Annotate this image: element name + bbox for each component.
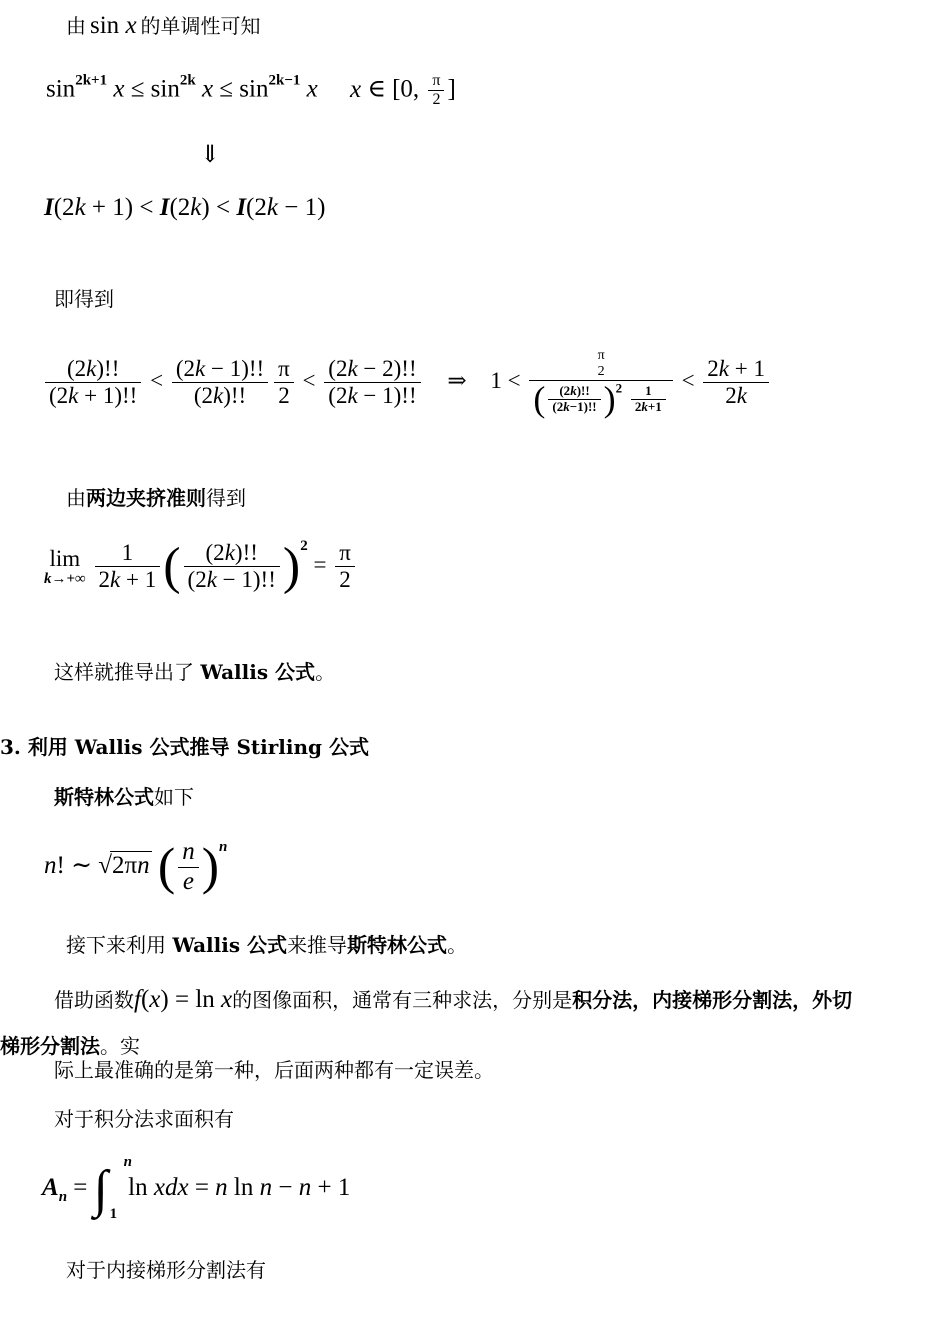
para-monotonicity bbox=[66, 14, 261, 38]
para-area-post: 。实 bbox=[100, 1034, 140, 1058]
term-wallis-formula-2: Wallis 公式 bbox=[172, 933, 288, 957]
para-inscribed-trapezoid: 对于内接梯形分割法有 bbox=[66, 1258, 266, 1282]
para-area-pre: 借助函数 bbox=[54, 988, 134, 1012]
para-area-methods-line2 bbox=[0, 1034, 140, 1058]
para-monotonicity-post: 的单调性可知 bbox=[140, 14, 261, 38]
para-wallis-pre: 这样就推导出了 bbox=[54, 660, 201, 684]
para-wallis-derived bbox=[54, 660, 335, 684]
para-wallis-post: 。 bbox=[315, 660, 336, 684]
equation-sine-inequality: $\sin^{2k+1} x \le \sin^{2k} x \le \sin^{2k-1} x$ x ∈ [0, $\frac{\pi}{2}$ ] bbox=[46, 72, 456, 109]
equation-integral-area: $A_n$ = ∫ n 1 ln xdx = n ln n − n + 1 bbox=[42, 1154, 351, 1222]
term-circumscribed-part2: 梯形分割法 bbox=[0, 1034, 100, 1058]
para-area-methods-line1 bbox=[54, 988, 852, 1012]
comma-2: ， bbox=[792, 988, 813, 1012]
term-circumscribed-part1: 外切 bbox=[812, 988, 853, 1012]
equation-wallis-limit: lim k→+∞ $\frac{1}{2k + 1}$ ( $\frac{(2k)!!}{(2k - 1)!!}$ )$^2$ = $\frac{\pi}{2}$ bbox=[44, 540, 358, 594]
para-area-methods-line3: 际上最准确的是第一种，后面两种都有一定误差。 bbox=[54, 1058, 494, 1082]
comma-1: ， bbox=[632, 988, 653, 1012]
implies-down-arrow: ⇓ bbox=[200, 142, 221, 168]
para-monotonicity-pre: 由 bbox=[66, 14, 86, 38]
section-heading-3: 3. 利用 Wallis 公式推导 Stirling 公式 bbox=[0, 735, 369, 759]
equation-integral-inequality: I(2k + 1) < I(2k) < I(2k − 1) bbox=[44, 194, 326, 221]
para-stirling-intro bbox=[54, 785, 194, 809]
para-next-mid: 来推导 bbox=[287, 933, 348, 957]
para-next-pre: 接下来利用 bbox=[66, 933, 173, 957]
para-area-mid: 的图像面积，通常有三种求法，分别是 bbox=[232, 988, 573, 1012]
term-stirling-formula: 斯特林公式 bbox=[54, 785, 154, 809]
para-next-derive bbox=[66, 933, 467, 957]
para-squeeze-pre: 由 bbox=[66, 486, 86, 510]
term-inscribed-trapezoid: 内接梯形分割法 bbox=[652, 988, 793, 1012]
para-integration-area: 对于积分法求面积有 bbox=[54, 1107, 234, 1131]
inline-math-f-ln-x: f(x) = ln x bbox=[134, 986, 233, 1013]
inline-math-sinx: sin x bbox=[90, 12, 137, 39]
para-squeeze-theorem bbox=[66, 486, 246, 510]
equation-stirling: n! ∼ √2πn ( $\frac{n}{e}$ )$^n$ bbox=[44, 838, 228, 896]
term-squeeze-theorem: 两边夹挤准则 bbox=[86, 486, 206, 510]
term-integration-method: 积分法 bbox=[572, 988, 633, 1012]
para-therefore: 即得到 bbox=[54, 287, 114, 311]
para-next-post: 。 bbox=[447, 933, 468, 957]
para-stirling-post: 如下 bbox=[154, 785, 194, 809]
term-stirling-formula-2: 斯特林公式 bbox=[347, 933, 448, 957]
para-squeeze-post: 得到 bbox=[206, 486, 246, 510]
term-wallis-formula: Wallis 公式 bbox=[200, 660, 316, 684]
equation-double-factorial-bounds: $\frac{(2k)!!}{(2k + 1)!!}$ < $\frac{(2k - 1)!!}{(2k)!!}$ $\frac{\pi}{2}$ < $\frac{(2k - 2)!!}{(2k - 1)!!}$ ⇒ 1 < π 2 ( $\frac{(2k)!!}{(2k-1)!!}$ )$^2$ $\frac{1}{2k+1}$ < $\frac{2k + 1}{2k}$ bbox=[42, 348, 772, 417]
